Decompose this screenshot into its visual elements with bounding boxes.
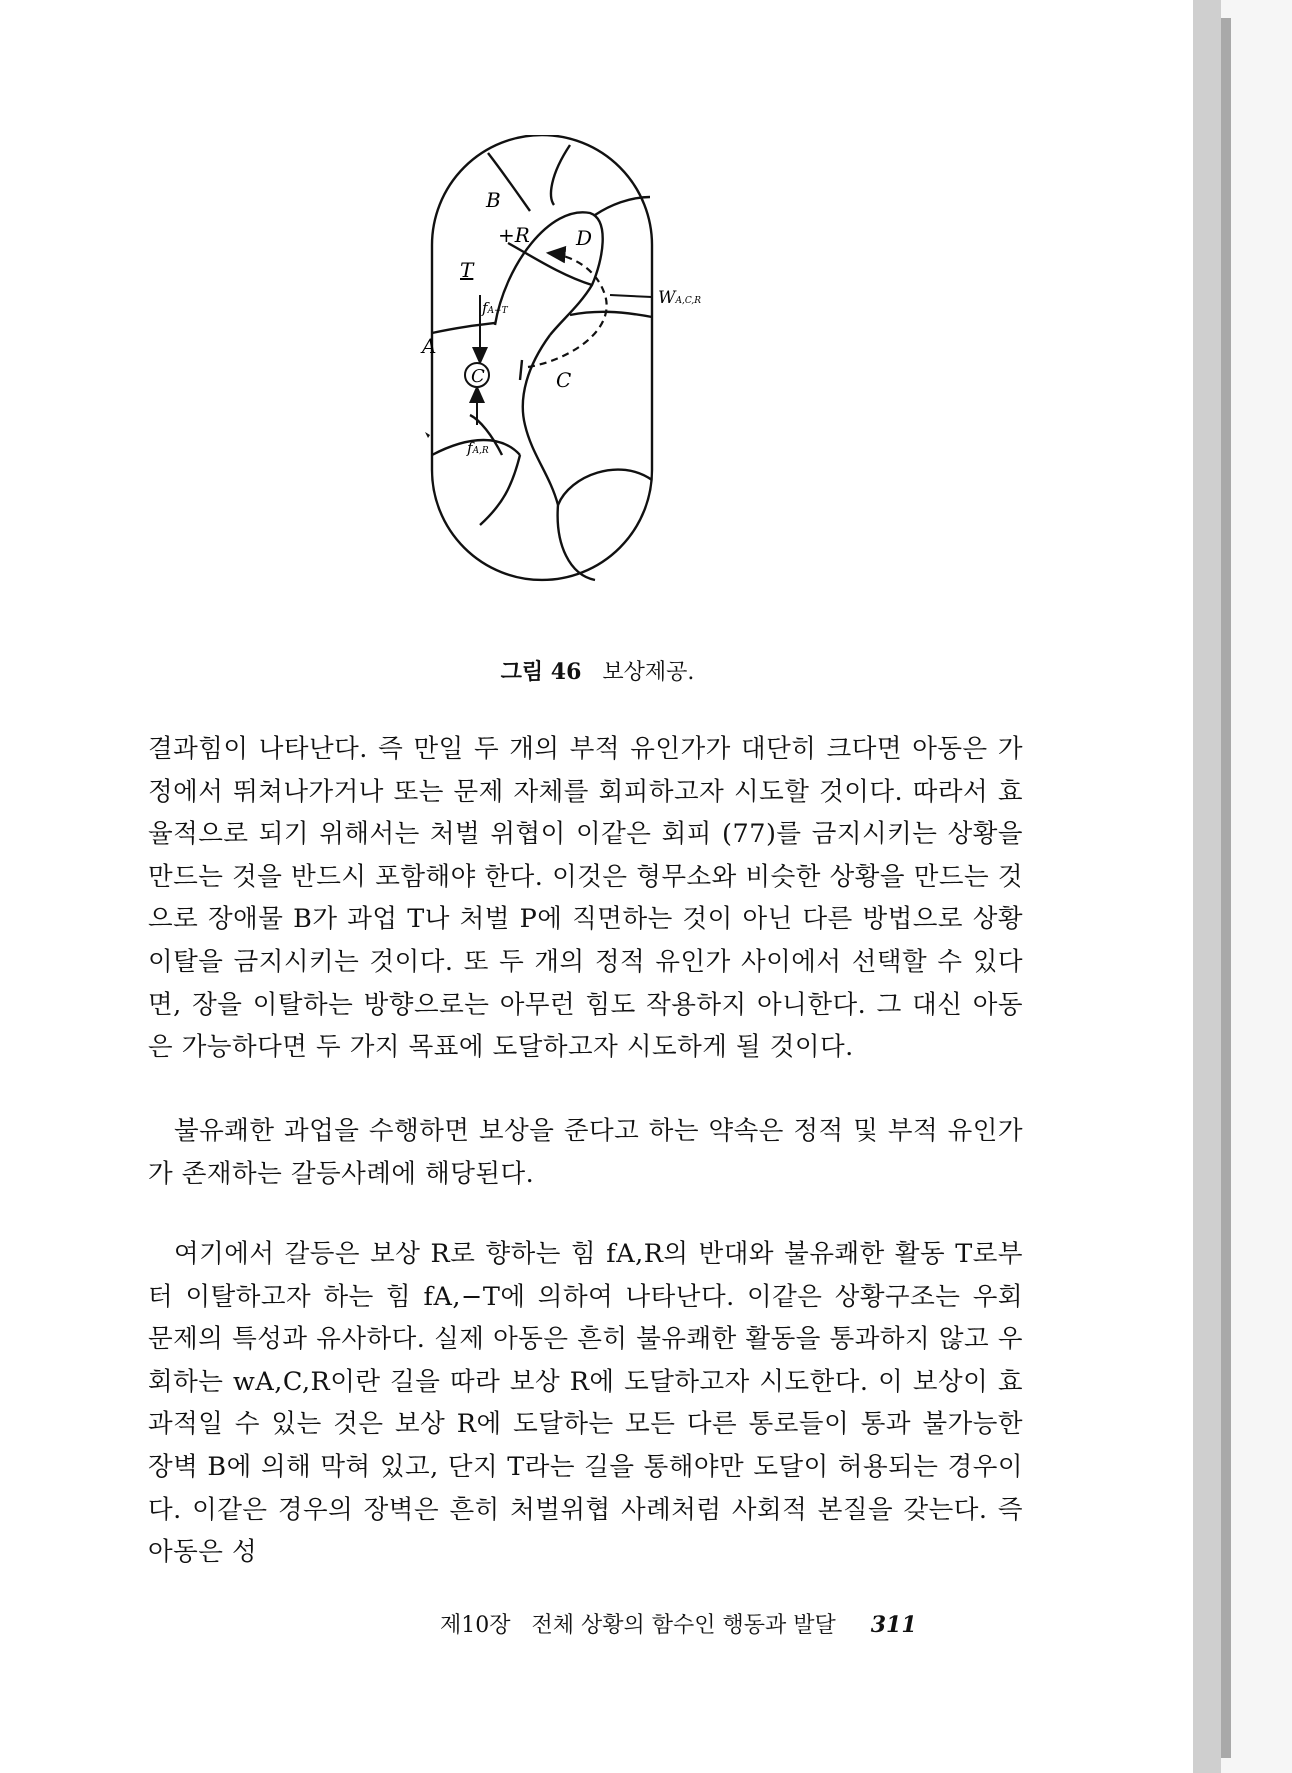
page-edge-shadow (1221, 18, 1231, 1758)
page-edge (1193, 0, 1221, 1773)
label-c: C (556, 368, 572, 392)
page-number: 311 (870, 1612, 917, 1638)
label-w: WA,C,R (658, 288, 702, 308)
label-t: T (460, 258, 474, 282)
body-paragraph-1-container (148, 728, 1023, 1069)
figure-number: 그림 46 (500, 659, 582, 685)
label-a: A (422, 334, 437, 358)
chapter-title: 전체 상황의 함수인 행동과 발달 (531, 1613, 836, 1638)
label-c-circle: C (471, 366, 485, 387)
figure-caption (0, 655, 1195, 686)
body-paragraph-3-container (148, 1233, 1023, 1574)
label-f-at: fA−T (482, 299, 508, 317)
page-footer (440, 1608, 917, 1639)
figure-46-diagram (420, 135, 760, 635)
label-b: B (486, 188, 501, 212)
chapter-number: 제10장 (440, 1613, 511, 1638)
body-paragraph-2: 불유쾌한 과업을 수행하면 보상을 준다고 하는 약속은 정적 및 부적 유인가가 존재하는 갈등사례에 해당된다. (148, 1116, 1023, 1189)
body-paragraph-3: 여기에서 갈등은 보상 R로 향하는 힘 fA,R의 반대와 불유쾌한 활동 T로부터 이탈하고자 하는 힘 fA,−T에 의하여 나타난다. 이같은 상황구조는 우회 문제의 특성과 유사하다. 실제 아동은 흔히 불유쾌한 활동을 통과하지 않고 우회하는 wA,C,R이란 길을 따라 보상 R에 도달하고자 시도한다. 이 보상이 효과적일 수 있는 것은 보상 R에 도달하는 모든 다른 통로들이 통과 불가능한 장벽 B에 의해 막혀 있고, 단지 T라는 길을 통해야만 도달이 허용되는 경우이다. 이같은 경우의 장벽은 흔히 처벌위협 사례처럼 사회적 본질을 갖는다. 즉 아동은 성 (148, 1239, 1023, 1568)
figure-title: 보상제공. (602, 660, 695, 685)
label-plus-r: +R (498, 223, 530, 247)
body-paragraph-1: 결과힘이 나타난다. 즉 만일 두 개의 부적 유인가가 대단히 크다면 아동은 가정에서 뛰쳐나가거나 또는 문제 자체를 회피하고자 시도할 것이다. 따라서 효율적으로 되기 위해서는 처벌 위협이 이같은 회피 (77)를 금지시키는 상황을 만드는 것을 반드시 포함해야 한다. 이것은 형무소와 비슷한 상황을 만드는 것으로 장애물 B가 과업 T나 처벌 P에 직면하는 것이 아닌 다른 방법으로 상황이탈을 금지시키는 것이다. 또 두 개의 정적 유인가 사이에서 선택할 수 있다면, 장을 이탈하는 방향으로는 아무런 힘도 작용하지 아니한다. 그 대신 아동은 가능하다면 두 가지 목표에 도달하고자 시도하게 될 것이다. (148, 734, 1023, 1063)
body-paragraph-2-container (148, 1110, 1023, 1195)
label-d: D (576, 226, 593, 250)
label-f-ar: fA,R (467, 439, 489, 457)
